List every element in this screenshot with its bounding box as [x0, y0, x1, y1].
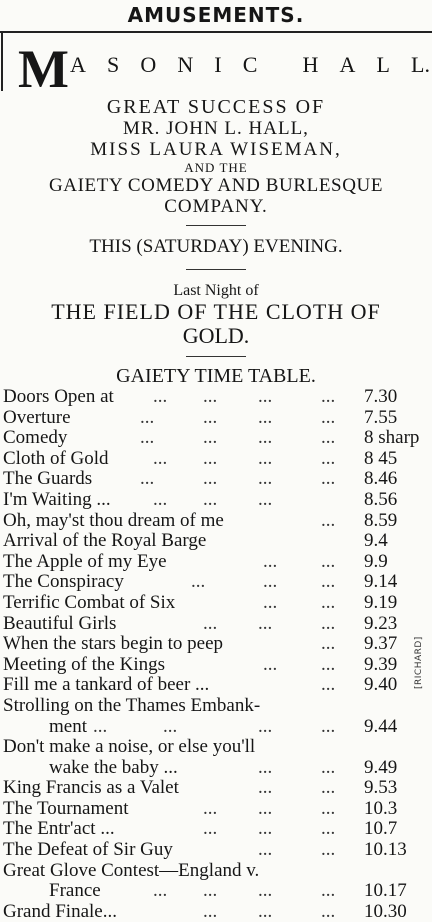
table-row: [3, 449, 432, 470]
announcement-line: GREAT SUCCESS OF: [106, 96, 326, 118]
leader-dots: ...: [258, 406, 273, 428]
row-label: The Defeat of Sir Guy: [3, 839, 173, 861]
leader-dots: ...: [321, 427, 336, 449]
leader-dots: ...: [263, 571, 278, 593]
table-row: [3, 469, 432, 490]
leader-dots: ...: [321, 550, 336, 572]
row-label: Arrival of the Royal Barge: [3, 530, 207, 552]
leader-dots: ...: [321, 756, 336, 778]
leader-dots: ...: [321, 653, 336, 675]
row-label: wake the baby ...: [49, 756, 178, 778]
leader-dots: ...: [258, 880, 273, 902]
row-label: France: [49, 880, 101, 902]
leader-dots: ...: [321, 818, 336, 840]
row-label: Meeting of the Kings: [3, 653, 166, 675]
timetable-title: GAIETY TIME TABLE.: [116, 365, 316, 387]
leader-dots: ...: [258, 715, 273, 737]
row-label: The Entr'act ...: [3, 818, 115, 840]
table-row: [3, 799, 432, 820]
leader-dots: ...: [258, 447, 273, 469]
leader-dots: ...: [258, 900, 273, 922]
row-time: 9.14: [364, 571, 398, 593]
row-time: 9.40: [364, 674, 398, 696]
row-label: Great Glove Contest—England v.: [3, 859, 260, 881]
table-row: [3, 428, 432, 449]
announcement-line: GAIETY COMEDY AND BURLESQUE: [48, 175, 384, 196]
row-label: Strolling on the Thames Embank-: [3, 694, 261, 716]
leader-dots: ...: [321, 880, 336, 902]
row-time: 9.53: [364, 777, 398, 799]
leader-dots: ...: [258, 468, 273, 490]
leader-dots: ...: [191, 571, 206, 593]
row-label: Doors Open at: [3, 386, 114, 407]
row-time: 7.55: [364, 406, 398, 428]
divider: [186, 356, 246, 357]
row-time: 9.19: [364, 591, 398, 613]
row-time: 10.17: [364, 880, 407, 902]
header-rule: [0, 31, 432, 33]
row-label: Overture: [3, 406, 71, 428]
table-row: [3, 717, 432, 738]
leader-dots: ...: [258, 612, 273, 634]
table-row: [3, 778, 432, 799]
leader-dots: ...: [321, 386, 336, 407]
leader-dots: ...: [263, 550, 278, 572]
drop-cap: M: [18, 39, 69, 99]
leader-dots: ...: [321, 633, 336, 655]
leader-dots: ...: [258, 427, 273, 449]
table-row: [3, 696, 432, 717]
leader-dots: ...: [263, 653, 278, 675]
table-row: [3, 511, 432, 532]
leader-dots: ...: [140, 468, 155, 490]
row-time: 9.39: [364, 653, 398, 675]
leader-dots: ...: [203, 900, 218, 922]
row-label: The Apple of my Eye: [3, 550, 167, 572]
leader-dots: ...: [258, 386, 273, 407]
leader-dots: ...: [140, 427, 155, 449]
row-time: 9.49: [364, 756, 398, 778]
row-label: Cloth of Gold: [3, 447, 109, 469]
table-row: [3, 655, 432, 676]
row-label: King Francis as a Valet: [3, 777, 179, 799]
leader-dots: ...: [321, 797, 336, 819]
table-row: [3, 737, 432, 758]
leader-dots: ...: [203, 386, 218, 407]
announcement-line: AND THE: [184, 160, 248, 175]
leader-dots: ...: [203, 797, 218, 819]
row-label: Comedy: [3, 427, 68, 449]
leader-dots: ...: [203, 468, 218, 490]
leader-dots: ...: [263, 591, 278, 613]
divider: [186, 225, 246, 226]
leader-dots: ...: [321, 571, 336, 593]
row-time: 7.30: [364, 386, 398, 407]
leader-dots: ...: [153, 880, 168, 902]
table-row: [3, 902, 432, 922]
table-row: [3, 531, 432, 552]
leader-dots: ...: [93, 715, 108, 737]
leader-dots: ...: [203, 447, 218, 469]
leader-dots: ...: [203, 880, 218, 902]
row-label: Beautiful Girls: [3, 612, 117, 634]
row-time: 10.30: [364, 900, 407, 922]
row-label: Oh, may'st thou dream of me: [3, 509, 224, 531]
leader-dots: ...: [153, 386, 168, 407]
leader-dots: ...: [153, 488, 168, 510]
announcement-line: MR. JOHN L. HALL,: [123, 118, 309, 139]
leader-dots: ...: [203, 612, 218, 634]
leader-dots: ...: [258, 797, 273, 819]
leader-dots: ...: [321, 900, 336, 922]
leader-dots: ...: [153, 447, 168, 469]
table-row: [3, 387, 432, 408]
leader-dots: ...: [258, 756, 273, 778]
leader-dots: ...: [321, 447, 336, 469]
table-row: [3, 758, 432, 779]
leader-dots: ...: [321, 674, 336, 696]
leader-dots: ...: [258, 839, 273, 861]
leader-dots: ...: [321, 777, 336, 799]
table-row: [3, 614, 432, 635]
timetable: [3, 387, 432, 922]
column-rule: [1, 33, 3, 91]
row-time: 10.7: [364, 818, 398, 840]
show-title: THE FIELD OF THE CLOTH OF: [51, 299, 381, 324]
row-time: 9.44: [364, 715, 398, 737]
row-time: 8.56: [364, 488, 398, 510]
leader-dots: ...: [321, 406, 336, 428]
leader-dots: ...: [203, 406, 218, 428]
row-time: 9.4: [364, 530, 388, 552]
table-row: [3, 408, 432, 429]
row-label: The Guards: [3, 468, 93, 490]
venue-heading-letters: A S O N I C H A L L.: [70, 52, 430, 77]
row-label: Grand Finale...: [3, 900, 117, 922]
leader-dots: ...: [321, 591, 336, 613]
table-row: [3, 572, 432, 593]
announcement-line: COMPANY.: [164, 196, 268, 217]
leader-dots: ...: [140, 406, 155, 428]
leader-dots: ...: [203, 427, 218, 449]
evening-line: THIS (SATURDAY) EVENING.: [89, 236, 343, 257]
leader-dots: ...: [258, 488, 273, 510]
table-row: [3, 881, 432, 902]
table-row: [3, 840, 432, 861]
section-header: AMUSEMENTS.: [127, 3, 305, 27]
leader-dots: ...: [321, 612, 336, 634]
row-time: 10.13: [364, 839, 407, 861]
table-row: [3, 861, 432, 882]
row-label: Terrific Combat of Six: [3, 591, 176, 613]
row-time: 8 45: [364, 447, 398, 469]
leader-dots: ...: [321, 468, 336, 490]
leader-dots: ...: [321, 715, 336, 737]
row-time: 9.23: [364, 612, 398, 634]
show-title-continued: GOLD.: [182, 323, 250, 348]
table-row: [3, 819, 432, 840]
divider: [186, 269, 246, 270]
last-night-label: Last Night of: [173, 282, 259, 299]
table-row: [3, 490, 432, 511]
table-row: [3, 593, 432, 614]
leader-dots: ...: [258, 818, 273, 840]
row-label: The Conspiracy: [3, 571, 124, 593]
table-row: [3, 675, 432, 696]
table-row: [3, 634, 432, 655]
leader-dots: ...: [203, 818, 218, 840]
row-label: I'm Waiting ...: [3, 488, 111, 510]
row-time: 9.9: [364, 550, 388, 572]
row-label: Don't make a noise, or else you'll: [3, 736, 256, 758]
leader-dots: ...: [321, 839, 336, 861]
row-label: ment: [49, 715, 87, 737]
announcement: [0, 97, 432, 217]
archive-stamp: [RICHARD]: [414, 636, 424, 690]
row-time: 8 sharp: [364, 427, 420, 449]
leader-dots: ...: [258, 777, 273, 799]
row-label: Fill me a tankard of beer ...: [3, 674, 210, 696]
venue-heading: [18, 39, 432, 99]
row-label: When the stars begin to peep: [3, 633, 224, 655]
row-label: The Tournament: [3, 797, 129, 819]
leader-dots: ...: [163, 715, 178, 737]
row-time: 8.59: [364, 509, 398, 531]
row-time: 8.46: [364, 468, 398, 490]
row-time: 10.3: [364, 797, 398, 819]
leader-dots: ...: [321, 509, 336, 531]
leader-dots: ...: [203, 488, 218, 510]
table-row: [3, 552, 432, 573]
announcement-line: MISS LAURA WISEMAN,: [90, 139, 342, 160]
row-time: 9.37: [364, 633, 398, 655]
